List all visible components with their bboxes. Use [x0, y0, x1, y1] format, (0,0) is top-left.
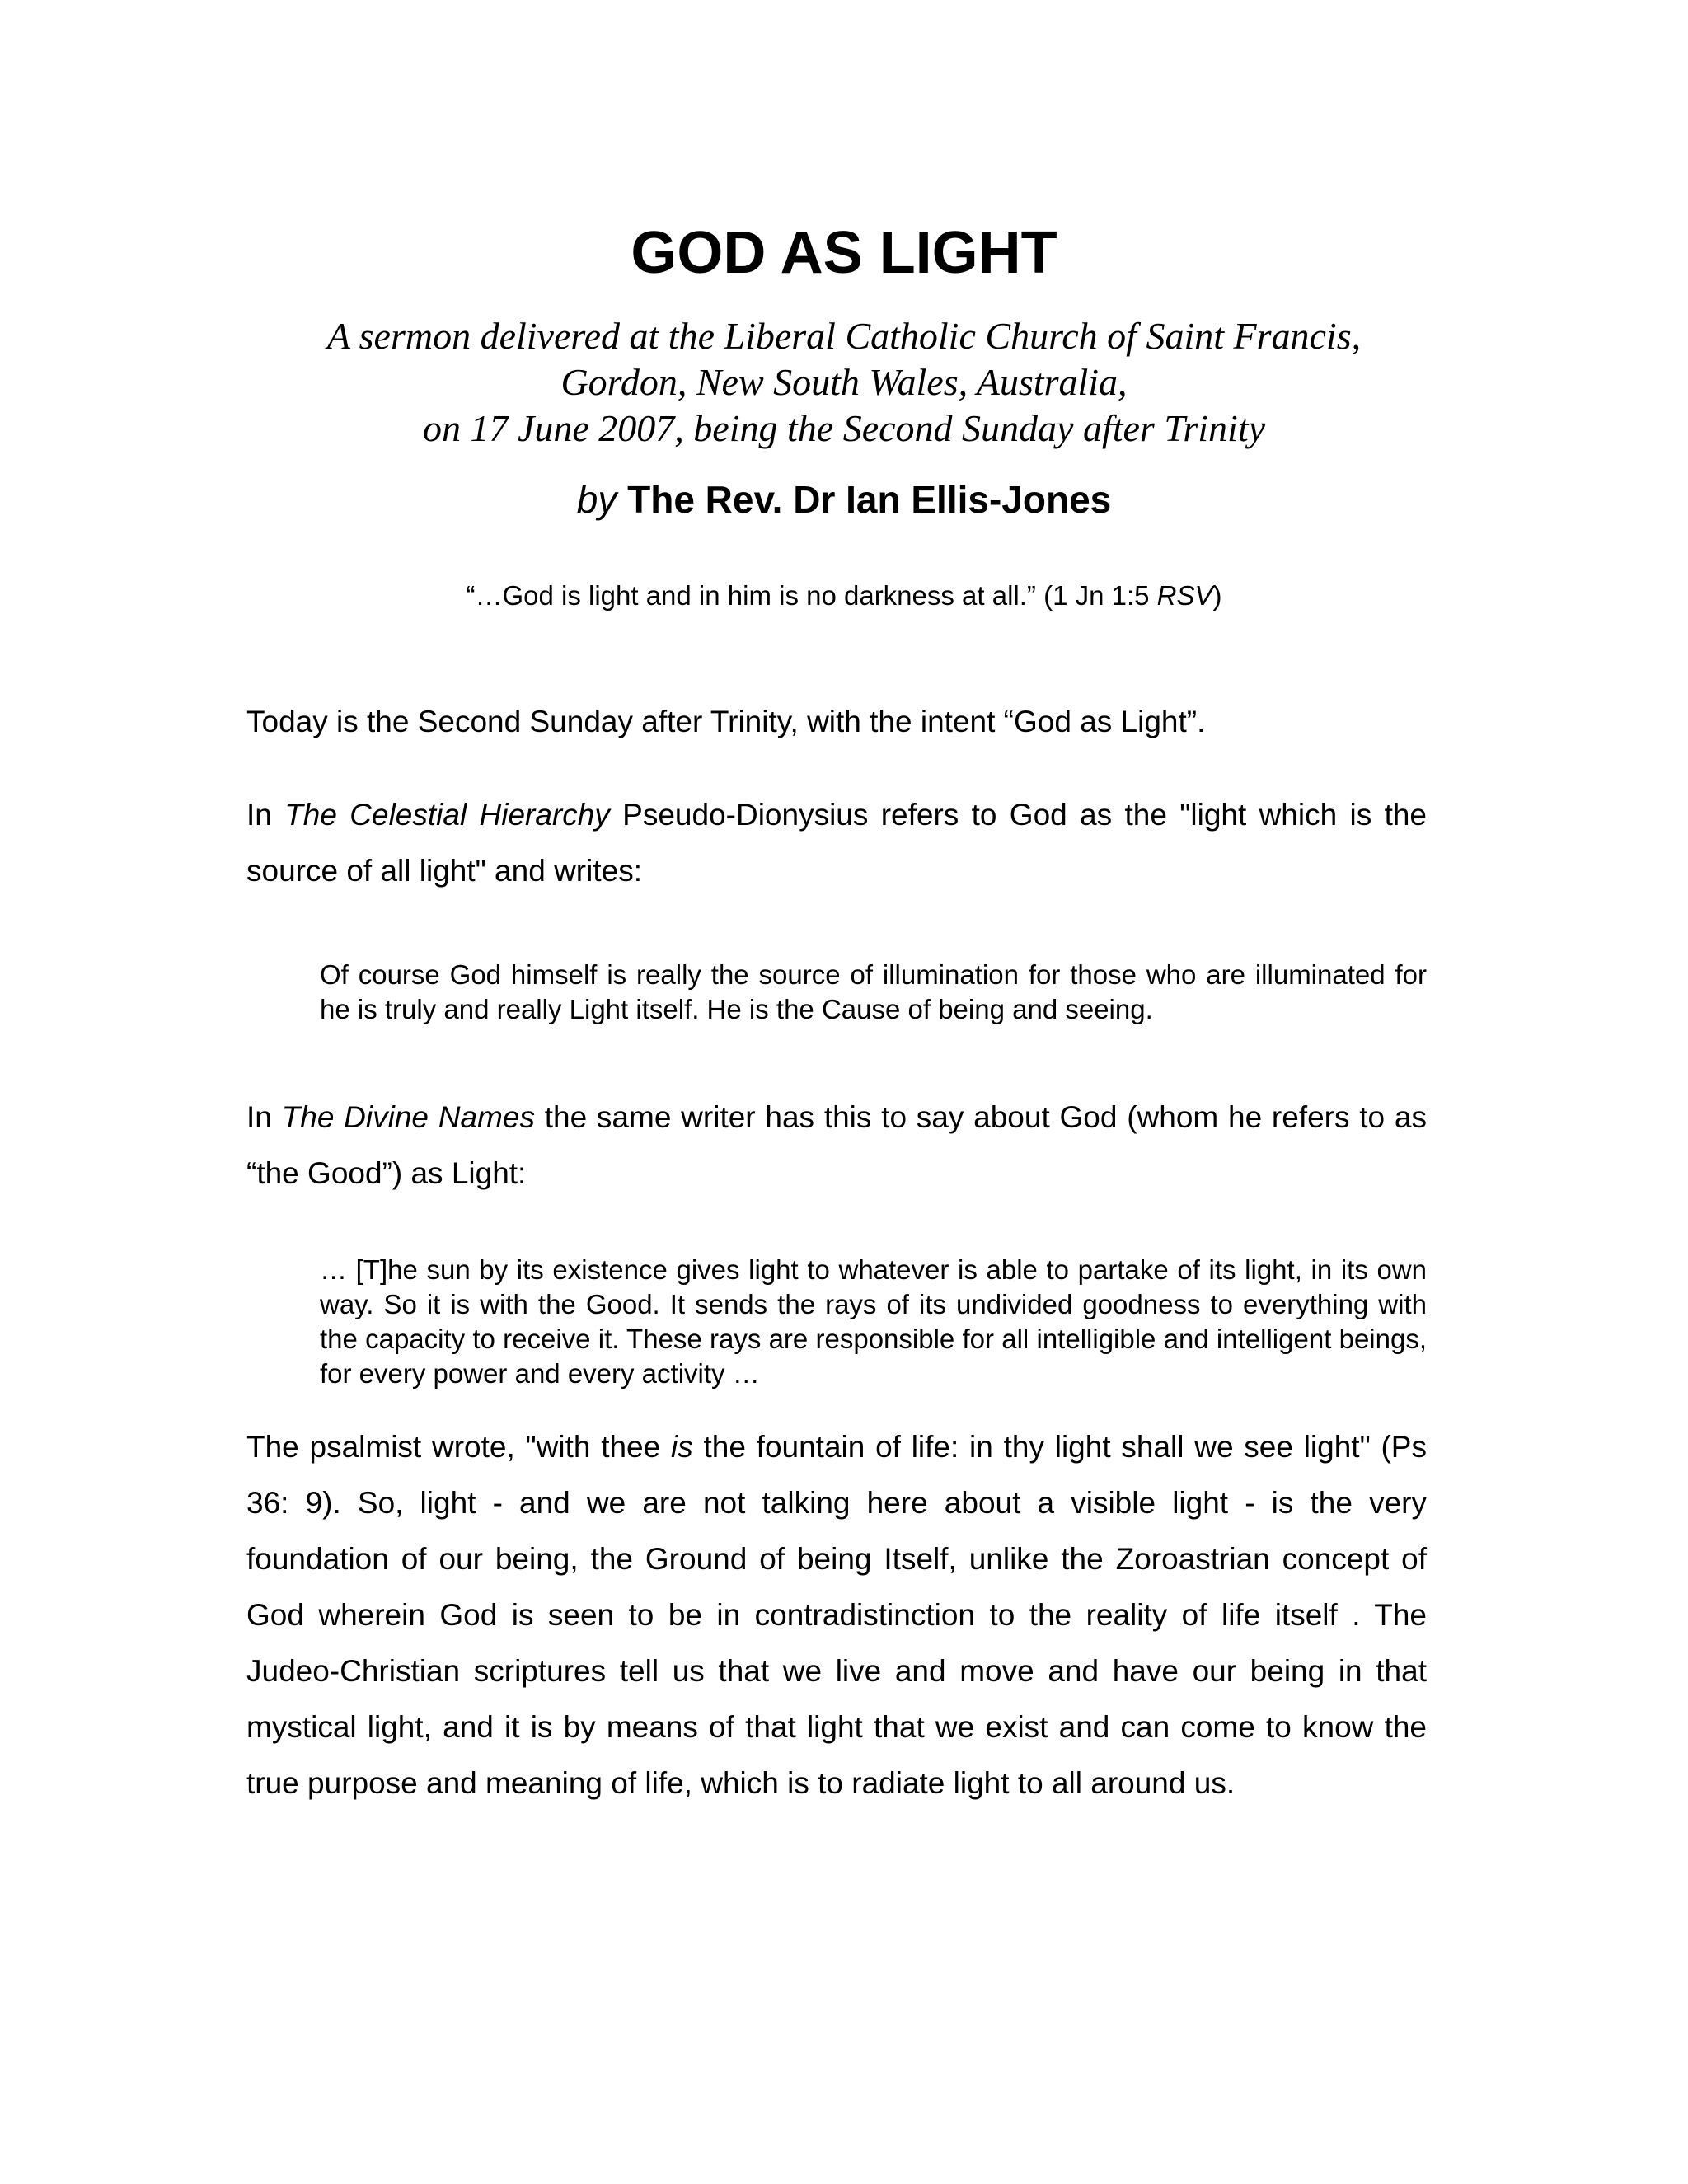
epigraph [0, 579, 1688, 613]
paragraph-celestial-hierarchy [246, 787, 1427, 899]
byline-prefix: by [576, 478, 617, 521]
paragraph-lead: The psalmist wrote, "with thee [246, 1430, 671, 1464]
epigraph-close: ) [1212, 580, 1222, 611]
epigraph-text: “…God is light and in him is no darkness at all.” (1 Jn 1:5 [466, 580, 1157, 611]
paragraph-lead: In [246, 1100, 282, 1134]
work-title: The Divine Names [281, 1100, 535, 1134]
emphasis: is [670, 1430, 693, 1464]
document-title: GOD AS LIGHT [631, 220, 1057, 286]
paragraph-rest: Pseudo-Dionysius refers to God as the "light which is the source of all light" and writes: [246, 798, 1428, 888]
author-byline [0, 476, 1688, 523]
sermon-subtitle [0, 313, 1688, 452]
paragraph-intro: Today is the Second Sunday after Trinity, with the intent “God as Light”. [246, 705, 1206, 738]
author-name: The Rev. Dr Ian Ellis-Jones [627, 478, 1112, 521]
paragraph-lead: In [246, 798, 285, 832]
subtitle-line-1: A sermon delivered at the Liberal Catholic Church of Saint Francis, [326, 315, 1362, 357]
block-quote-2: … [T]he sun by its existence gives light to whatever is able to partake of its light, in its own way. So it is with the Good. It sends the rays of its undivided goodness to everything with the capacity to receive it. These rays are responsible for all intelligible and intelligent beings, for every power and every activity … [320, 1254, 1427, 1389]
paragraph-divine-names [246, 1090, 1427, 1202]
epigraph-version: RSV [1156, 580, 1213, 611]
block-quote-1: Of course God himself is really the source of illumination for those who are illuminated for he is truly and really Light itself. He is the Cause of being and seeing. [320, 959, 1427, 1024]
paragraph-rest: the same writer has this to say about God (whom he refers to as “the Good”) as Light: [246, 1100, 1427, 1190]
subtitle-line-2: Gordon, New South Wales, Australia, [560, 361, 1128, 403]
subtitle-line-3: on 17 June 2007, being the Second Sunday after Trinity [422, 407, 1266, 449]
paragraph-rest: the fountain of life: in thy light shall we see light" (Ps 36: 9). So, light - and we are not talking here about a visible light - is the very foundation of our being, the Ground of being Itself, unlike the Zoroastrian concept of God wherein God is seen to be in contradistinction to the reality of life itself . The Judeo-Christian scriptures tell us that we live and move and have our being in that mystical light, and it is by means of that light that we exist and can come to know the true purpose and meaning of life, which is to radiate light to all around us. [246, 1430, 1427, 1800]
work-title: The Celestial Hierarchy [284, 798, 610, 832]
paragraph-psalmist [246, 1419, 1427, 1811]
